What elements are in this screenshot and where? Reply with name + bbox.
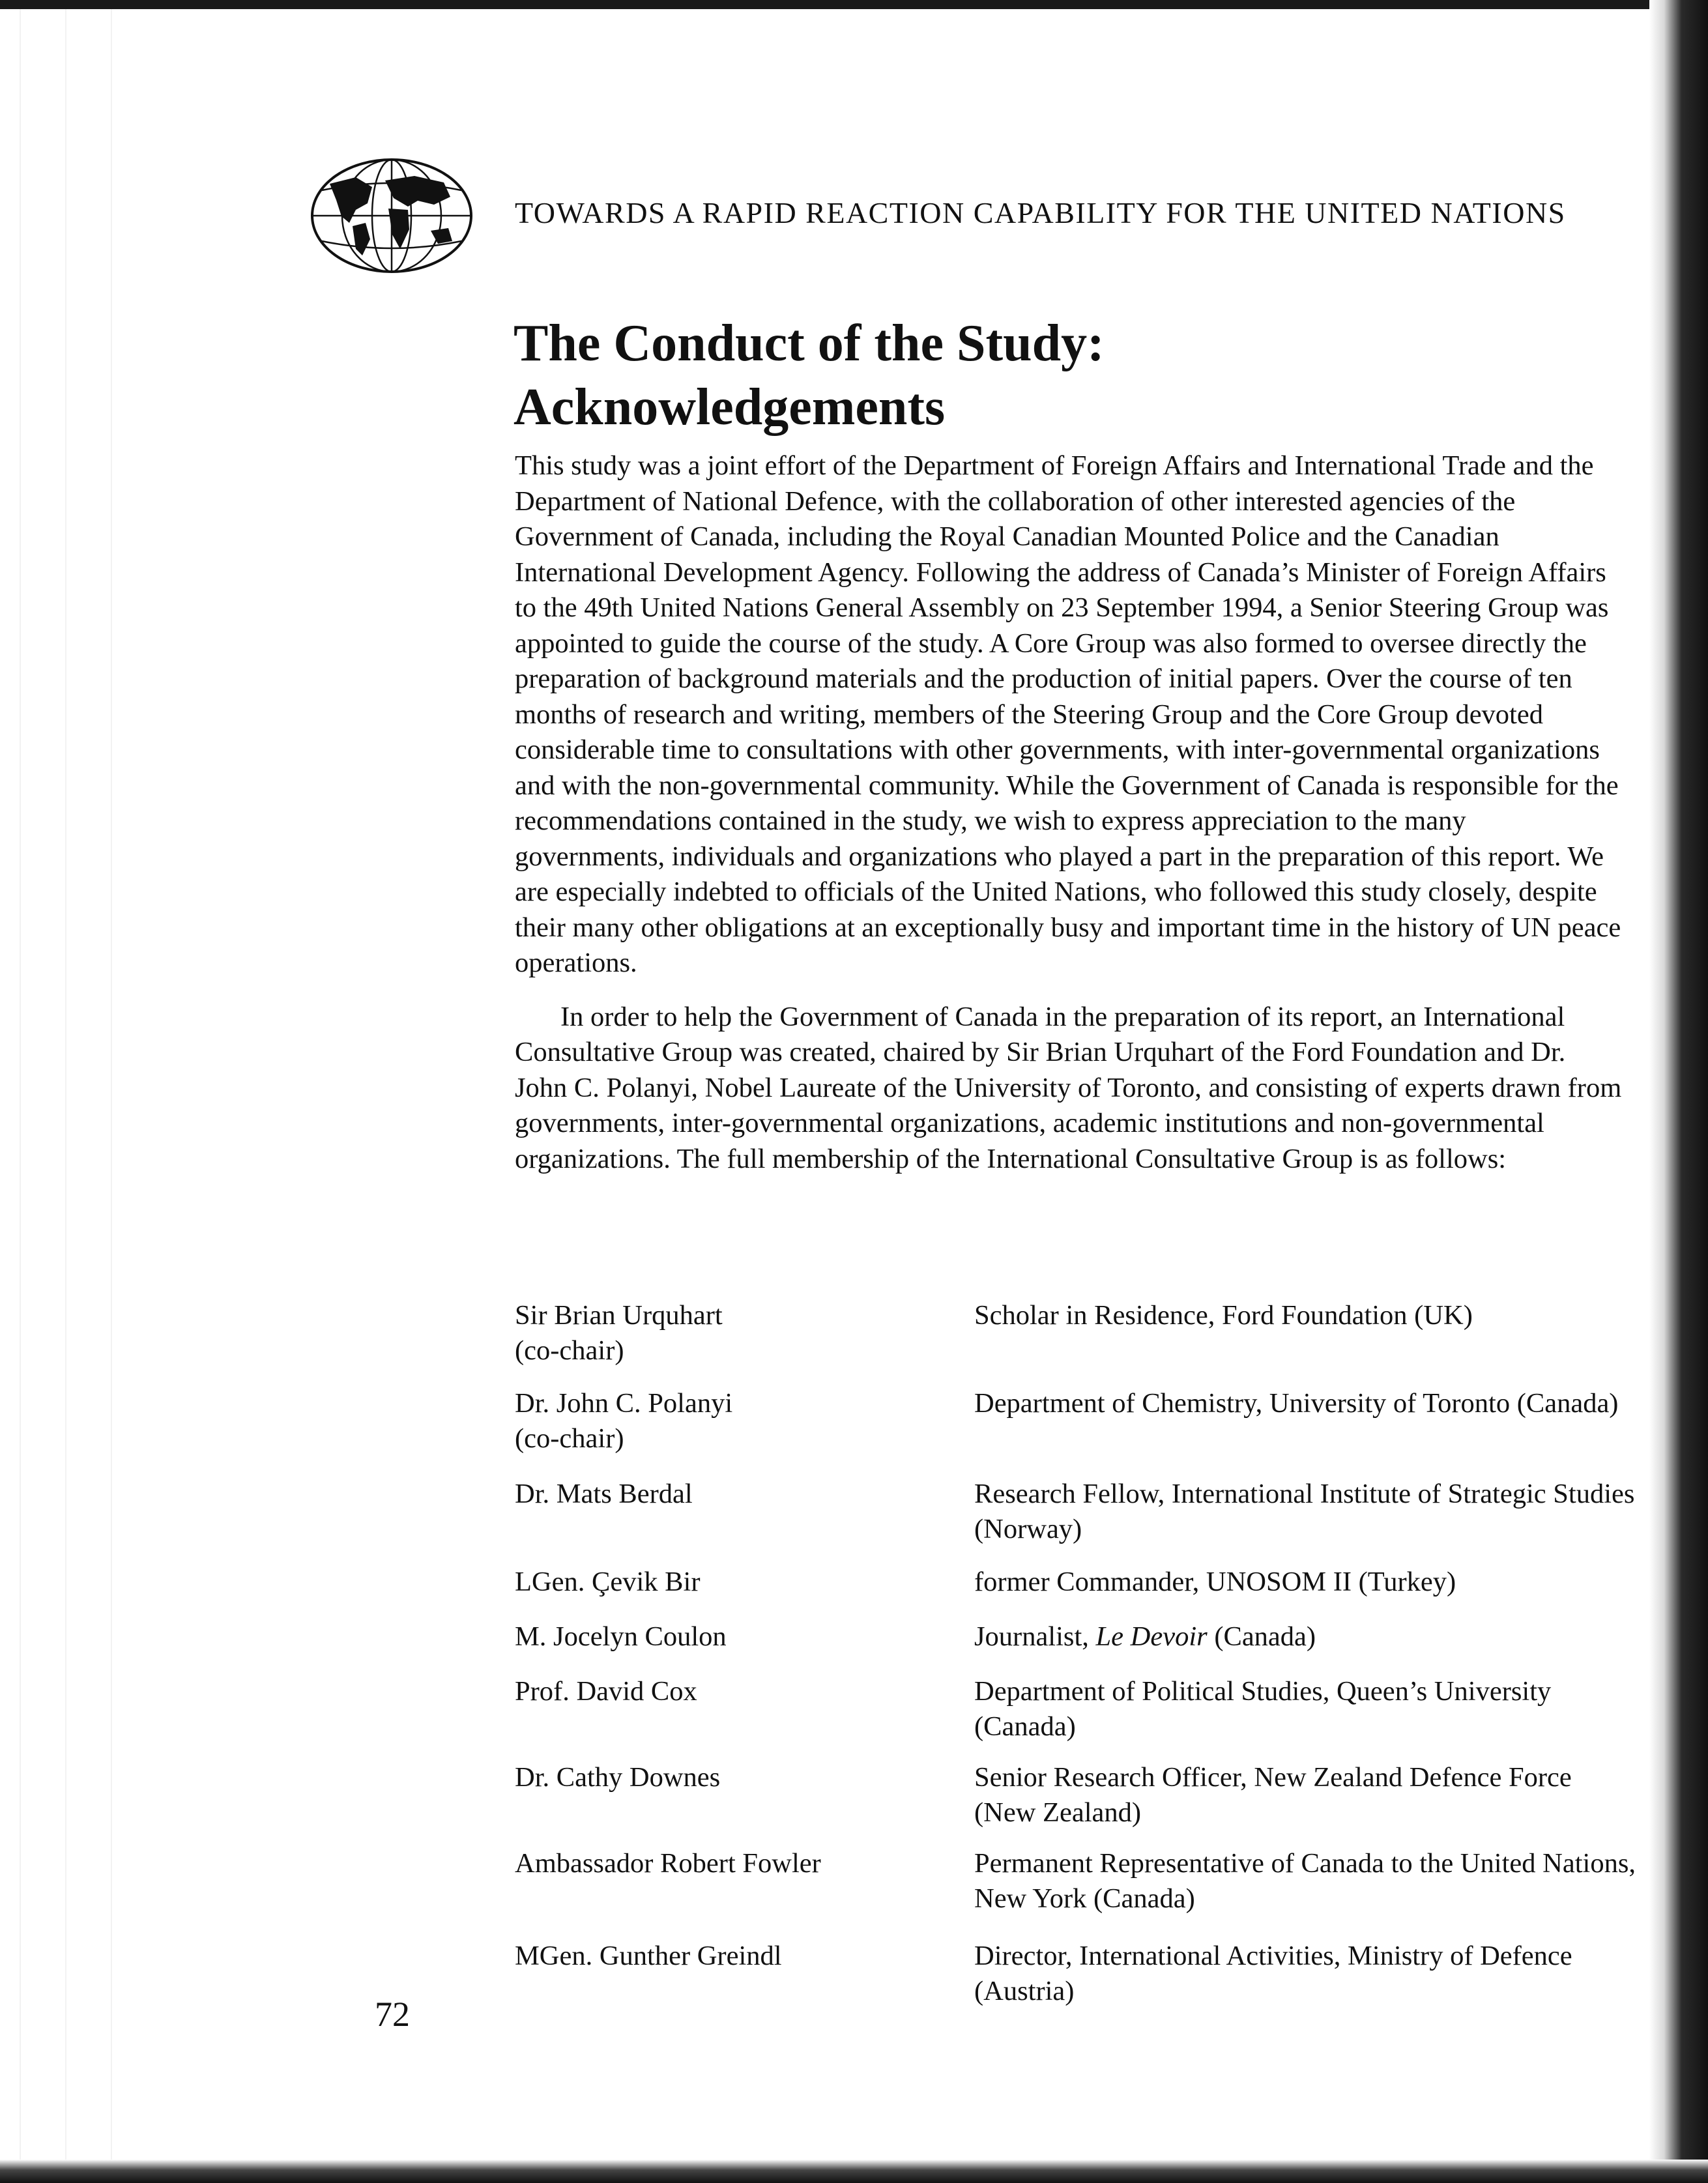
member-role: (co-chair) bbox=[515, 1335, 624, 1366]
member-row bbox=[515, 1674, 1636, 1760]
member-name-text: Sir Brian Urquhart bbox=[515, 1300, 723, 1331]
affiliation-text: (Canada) bbox=[1207, 1621, 1316, 1652]
member-affiliation: Permanent Representative of Canada to the United Nations, New York (Canada) bbox=[974, 1848, 1636, 1914]
globe-logo-icon bbox=[310, 158, 473, 274]
member-row bbox=[515, 1565, 1636, 1619]
scan-edge-bottom bbox=[0, 2160, 1708, 2183]
title-line-1: The Conduct of the Study: bbox=[514, 315, 1105, 372]
member-name-text: Dr. John C. Polanyi bbox=[515, 1388, 733, 1419]
affiliation-text: Journalist, bbox=[974, 1621, 1096, 1652]
member-affiliation: Director, International Activities, Ministry of Defence (Austria) bbox=[974, 1941, 1572, 2006]
scan-margin-left bbox=[0, 0, 124, 2183]
member-name bbox=[515, 1386, 945, 1456]
member-affiliation: Department of Chemistry, University of Toronto (Canada) bbox=[974, 1388, 1619, 1419]
title-line-2: Acknowledgements bbox=[514, 379, 946, 436]
member-role: (co-chair) bbox=[515, 1423, 624, 1454]
member-affiliation: Research Fellow, International Institute of Strategic Studies (Norway) bbox=[974, 1479, 1635, 1544]
scan-edge-top bbox=[0, 0, 1708, 9]
member-row bbox=[515, 1760, 1636, 1846]
member-affiliation: former Commander, UNOSOM II (Turkey) bbox=[974, 1567, 1456, 1597]
member-name: Dr. Mats Berdal bbox=[515, 1479, 693, 1509]
paragraph-1: This study was a joint effort of the Department of Foreign Affairs and International Trade and the Department of National Defence, with the collaboration of other interested agencies of the Government of Canada, including the Royal Canadian Mounted Police and the Canadian International Development Agency. Following the address of Canada’s Minister of Foreign Affairs to the 49th United Nations General Assembly on 23 September 1994, a Senior Steering Group was appointed to guide the course of the study. A Core Group was also formed to oversee directly the preparation of background materials and the production of initial papers. Over the course of ten months of research and writing, members of the Steering Group and the Core Group devoted considerable time to consultations with other governments, with inter-governmental organizations and with the non-governmental community. While the Government of Canada is responsible for the recommendations contained in the study, we wish to express appreciation to the many governments, individuals and organizations who played a part in the preparation of this report. We are especially indebted to officials of the United Nations, who followed this study closely, despite their many other obligations at an exceptionally busy and important time in the history of UN peace operations. bbox=[515, 450, 1621, 978]
member-row bbox=[515, 1386, 1636, 1477]
member-affiliation: Department of Political Studies, Queen’s University (Canada) bbox=[974, 1676, 1552, 1742]
member-affiliation: Scholar in Residence, Ford Foundation (UK) bbox=[974, 1300, 1473, 1331]
member-row bbox=[515, 1939, 1636, 2017]
member-row bbox=[515, 1846, 1636, 1939]
member-name: Prof. David Cox bbox=[515, 1676, 697, 1707]
page-title bbox=[514, 311, 1621, 439]
member-row bbox=[515, 1619, 1636, 1674]
page-number: 72 bbox=[375, 1995, 410, 2034]
member-row bbox=[515, 1477, 1636, 1565]
scan-edge-right bbox=[1649, 0, 1708, 2183]
member-name: Ambassador Robert Fowler bbox=[515, 1848, 821, 1879]
member-row bbox=[515, 1298, 1636, 1386]
member-name bbox=[515, 1298, 945, 1368]
member-name: LGen. Çevik Bir bbox=[515, 1567, 701, 1597]
member-affiliation bbox=[974, 1619, 1639, 1655]
member-name: MGen. Gunther Greindl bbox=[515, 1941, 782, 1971]
member-affiliation: Senior Research Officer, New Zealand Defence Force (New Zealand) bbox=[974, 1762, 1572, 1828]
member-name: Dr. Cathy Downes bbox=[515, 1762, 721, 1793]
paragraph-2: In order to help the Government of Canada in the preparation of its report, an International Consultative Group was created, chaired by Sir Brian Urquhart of the Ford Foundation and Dr. John C. Polanyi, Nobel Laureate of the University of Toronto, and consisting of experts drawn from governments, inter-governmental organizations, academic institutions and non-governmental organizations. The full membership of the International Consultative Group is as follows: bbox=[515, 1001, 1622, 1174]
body-text bbox=[515, 448, 1623, 1177]
member-list bbox=[515, 1298, 1636, 2017]
running-head: TOWARDS A RAPID REACTION CAPABILITY FOR THE UNITED NATIONS bbox=[515, 196, 1566, 229]
publication-title: Le Devoir bbox=[1095, 1621, 1208, 1652]
member-name: M. Jocelyn Coulon bbox=[515, 1621, 727, 1652]
